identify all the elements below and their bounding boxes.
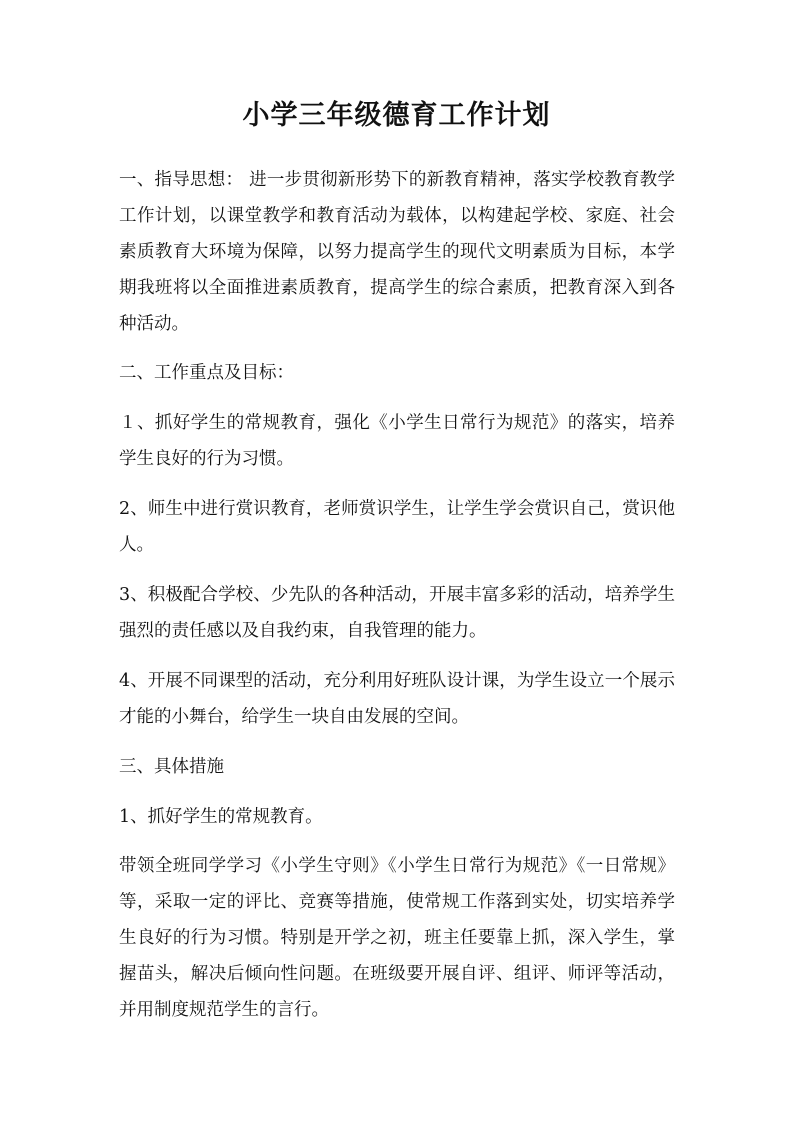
paragraph-goal-2: 2、师生中进行赏识教育，老师赏识学生，让学生学会赏识自己，赏识他人。 bbox=[119, 499, 675, 555]
heading-key-goals: 二、工作重点及目标： bbox=[119, 363, 294, 383]
paragraph-guiding-ideology: 一、指导思想： 进一步贯彻新形势下的新教育精神，落实学校教育教学工作计划，以课堂教学和教育活动为载体，以构建起学校、家庭、社会素质教育大环境为保障，以努力提高学生的现代文明素质为目标，本学期我班将以全面推进素质教育，提高学生的综合素质，把教育深入到各种活动。 bbox=[119, 170, 675, 334]
paragraph-goal-1: １、抓好学生的常规教育，强化《小学生日常行为规范》的落实，培养学生良好的行为习惯。 bbox=[119, 413, 675, 469]
paragraph-goal-4: 4、开展不同课型的活动，充分利用好班队设计课，为学生设立一个展示才能的小舞台，给学生一块自由发展的空间。 bbox=[119, 671, 675, 727]
heading-measures: 三、具体措施 bbox=[119, 757, 224, 777]
document-title: 小学三年级德育工作计划 bbox=[242, 100, 551, 131]
paragraph-measure-1-heading: 1、抓好学生的常规教育。 bbox=[119, 807, 323, 827]
paragraph-goal-3: 3、积极配合学校、少先队的各种活动，开展丰富多彩的活动，培养学生强烈的责任感以及自我约束，自我管理的能力。 bbox=[119, 585, 675, 641]
paragraph-measure-1-body: 带领全班同学学习《小学生守则》《小学生日常行为规范》《一日常规》等，采取一定的评比、竞赛等措施，使常规工作落到实处，切实培养学生良好的行为习惯。特别是开学之初，班主任要靠上抓，深入学生，掌握苗头，解决后倾向性问题。在班级要开展自评、组评、师评等活动，并用制度规范学生的言行。 bbox=[119, 856, 675, 1020]
